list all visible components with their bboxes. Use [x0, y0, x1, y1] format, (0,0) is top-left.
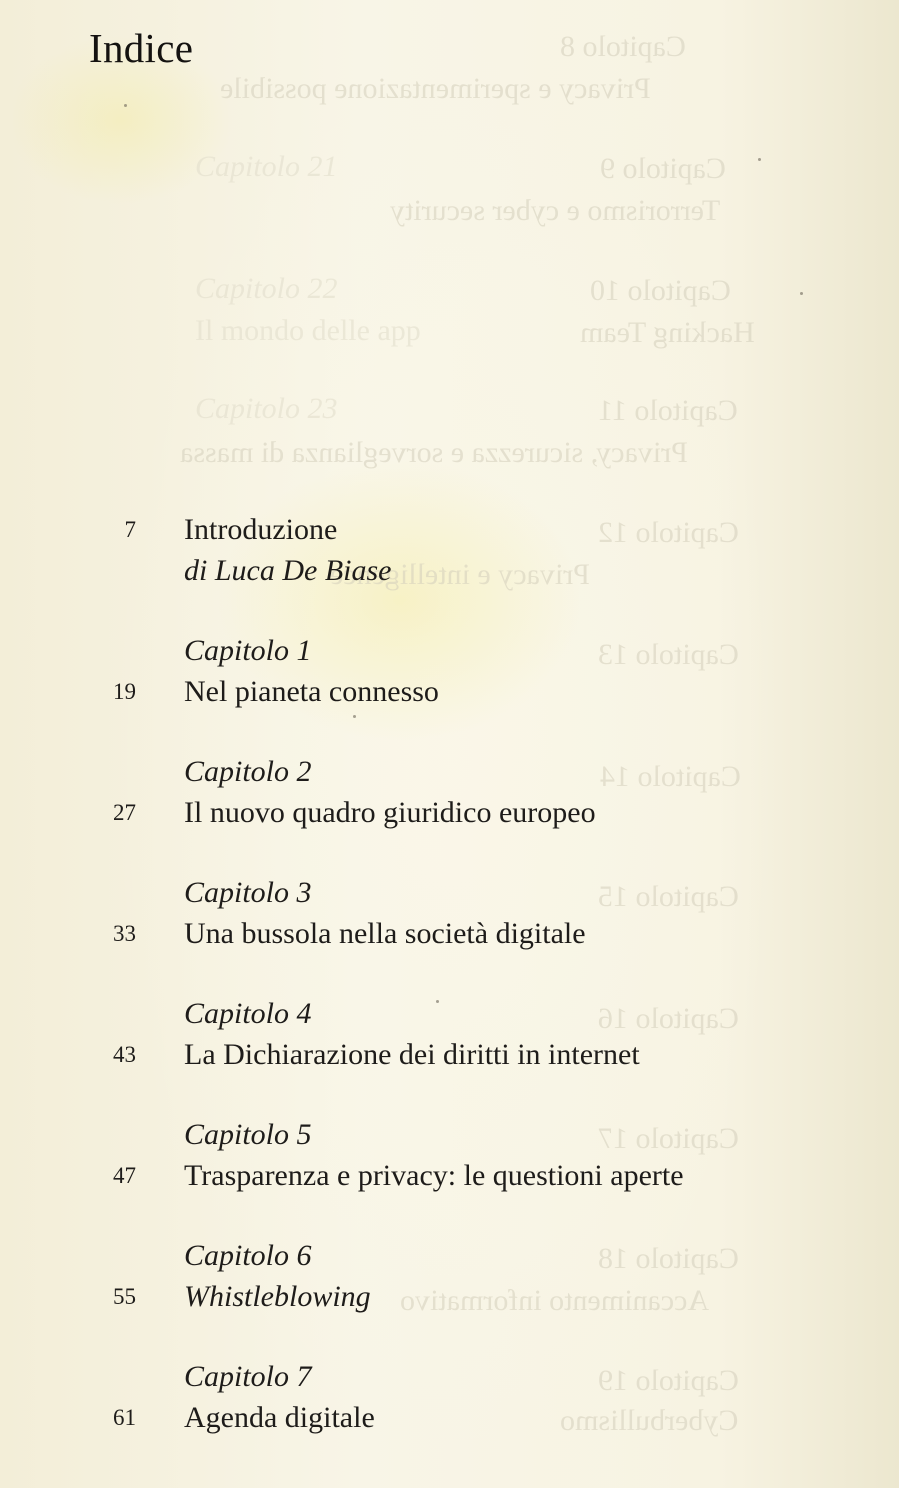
show-through-text: Capitolo 12: [598, 516, 739, 549]
show-through-text: Capitolo 16: [598, 1002, 739, 1035]
show-through-text: Capitolo 8: [560, 30, 686, 63]
chapter-label: Capitolo 2: [184, 755, 312, 788]
chapter-label: Capitolo 4: [184, 997, 312, 1030]
page-number: 47: [113, 1163, 136, 1188]
show-through-text: Accanimento informativo: [400, 1284, 710, 1317]
show-through-text: Cyberbullismo: [560, 1404, 739, 1437]
page-number: 33: [113, 921, 136, 946]
show-through-text: Privacy, sicurezza e sorveglianza di massa: [180, 436, 688, 469]
show-through-text: Capitolo 9: [600, 152, 726, 185]
show-through-text: Capitolo 18: [598, 1242, 739, 1275]
chapter-label: Capitolo 3: [184, 876, 312, 909]
dust-speck: [436, 1000, 439, 1003]
chapter-label: Capitolo 6: [184, 1239, 312, 1272]
dust-speck: [124, 104, 127, 107]
show-through-text: Il mondo delle app: [195, 314, 421, 347]
show-through-text: Capitolo 13: [598, 638, 739, 671]
dust-speck: [800, 292, 803, 295]
show-through-text: Privacy e sperimentazione possibile: [220, 72, 651, 105]
entry-subtitle: di Luca De Biase: [184, 554, 392, 587]
entry-title: Il nuovo quadro giuridico europeo: [184, 796, 596, 829]
entry-title: Introduzione: [184, 513, 338, 546]
show-through-text: Capitolo 23: [195, 392, 338, 425]
page-number: 19: [113, 679, 136, 704]
dust-speck: [758, 158, 761, 161]
show-through-text: Capitolo 19: [598, 1364, 739, 1397]
chapter-label: Capitolo 1: [184, 634, 312, 667]
entry-title: Nel pianeta connesso: [184, 675, 439, 708]
page-number: 55: [113, 1284, 136, 1309]
show-through-text: Capitolo 21: [195, 150, 338, 183]
show-through-text: Hacking Team: [580, 316, 755, 349]
entry-title: Una bussola nella società digitale: [184, 917, 586, 950]
entry-title: La Dichiarazione dei diritti in internet: [184, 1038, 640, 1071]
page-number: 43: [113, 1042, 136, 1067]
entry-title: Trasparenza e privacy: le questioni aperte: [184, 1159, 684, 1192]
entry-title: Agenda digitale: [184, 1401, 375, 1434]
show-through-text: Capitolo 11: [598, 394, 738, 427]
entry-title: Whistleblowing: [184, 1280, 371, 1313]
show-through-text: Capitolo 15: [598, 880, 739, 913]
dust-speck: [353, 715, 356, 718]
page-number: 7: [124, 517, 136, 542]
chapter-label: Capitolo 5: [184, 1118, 312, 1151]
show-through-text: Terrorismo e cyber security: [390, 194, 721, 227]
show-through-text: Capitolo 14: [600, 760, 741, 793]
show-through-text: Capitolo 10: [590, 274, 731, 307]
show-through-text: Capitolo 22: [195, 272, 338, 305]
page-number: 61: [113, 1405, 136, 1430]
show-through-text: Capitolo 17: [598, 1122, 739, 1155]
page-number: 27: [113, 800, 136, 825]
chapter-label: Capitolo 7: [184, 1360, 312, 1393]
show-through-text: Privacy e intelligence: [330, 558, 590, 591]
page-title: Indice: [89, 25, 194, 71]
